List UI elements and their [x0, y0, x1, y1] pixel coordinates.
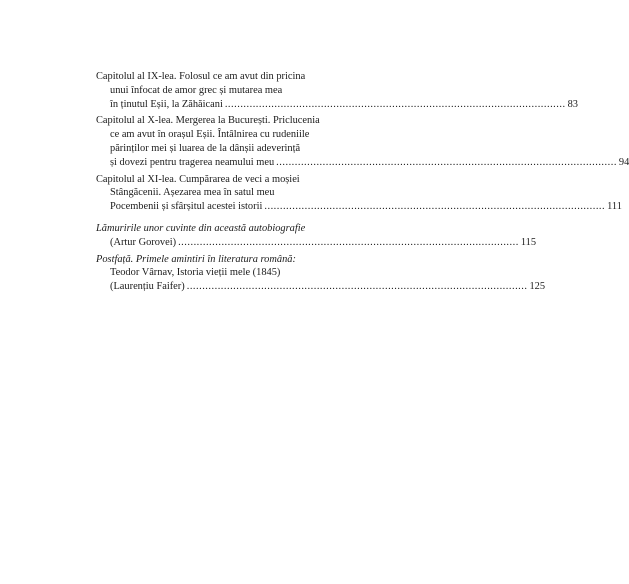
toc-entry-chapter-9: [96, 70, 578, 111]
toc-entry-line: Teodor Vârnav, Istoria vieții mele (1845): [110, 267, 281, 279]
toc-entry-leader-row: [96, 200, 622, 214]
toc-entry-line: Postfață. Primele amintiri în literatura română:: [96, 253, 296, 265]
toc-entry-line: Stângăcenii. Așezarea mea în satul meu: [110, 187, 275, 199]
toc-entry-line: (Laurențiu Faifer): [110, 281, 185, 293]
toc-entry-chapter-10: [96, 114, 629, 169]
toc-entry-line: Capitolul al XI-lea. Cumpărarea de veci a moșiei: [96, 173, 300, 185]
toc-entry-glossary: [96, 222, 537, 250]
toc-entry-leader-row: [96, 236, 537, 250]
toc-page-number: 111: [607, 201, 622, 213]
toc-page-number: 125: [529, 281, 546, 293]
toc-page-number: 83: [567, 98, 578, 110]
toc-entry-leader-row: [96, 98, 578, 112]
dot-leader: ..............................................................................................................: [224, 98, 566, 110]
dot-leader: ..............................................................................................................: [178, 236, 519, 248]
table-of-contents: [96, 70, 629, 297]
dot-leader: ..............................................................................................................: [276, 156, 617, 168]
toc-entry-line: Pocembenii și sfârșitul acestei istorii: [110, 201, 263, 213]
toc-entry-line: (Artur Gorovei): [110, 236, 177, 248]
toc-entry-leader-row: [96, 280, 546, 294]
toc-entry-line: și dovezi pentru tragerea neamului meu: [110, 156, 275, 168]
toc-entry-line: în ținutul Eșii, la Zăhăicani: [110, 98, 223, 110]
dot-leader: ..............................................................................................................: [264, 201, 606, 213]
toc-entry-leader-row: [96, 156, 629, 170]
toc-page-number: 115: [520, 236, 537, 248]
toc-entry-line: unui înfocat de amor grec și mutarea mea: [110, 84, 283, 96]
toc-entry-line: Lămuririle unor cuvinte din această autobiografie: [96, 222, 306, 234]
toc-entry-line: părinților mei și luarea de la dânșii adeverință: [110, 142, 301, 154]
toc-entry-line: Capitolul al IX-lea. Folosul ce am avut din pricina: [96, 71, 306, 82]
dot-leader: ..............................................................................................................: [186, 281, 528, 293]
toc-page-number: 94: [618, 156, 629, 168]
toc-entry-line: ce am avut în orașul Eșii. Întâlnirea cu rudeniile: [110, 129, 310, 141]
toc-entry-chapter-11: [96, 173, 622, 214]
toc-entry-line: Capitolul al X-lea. Mergerea la București. Priclucenia: [96, 115, 320, 127]
toc-entry-postface: [96, 253, 546, 294]
